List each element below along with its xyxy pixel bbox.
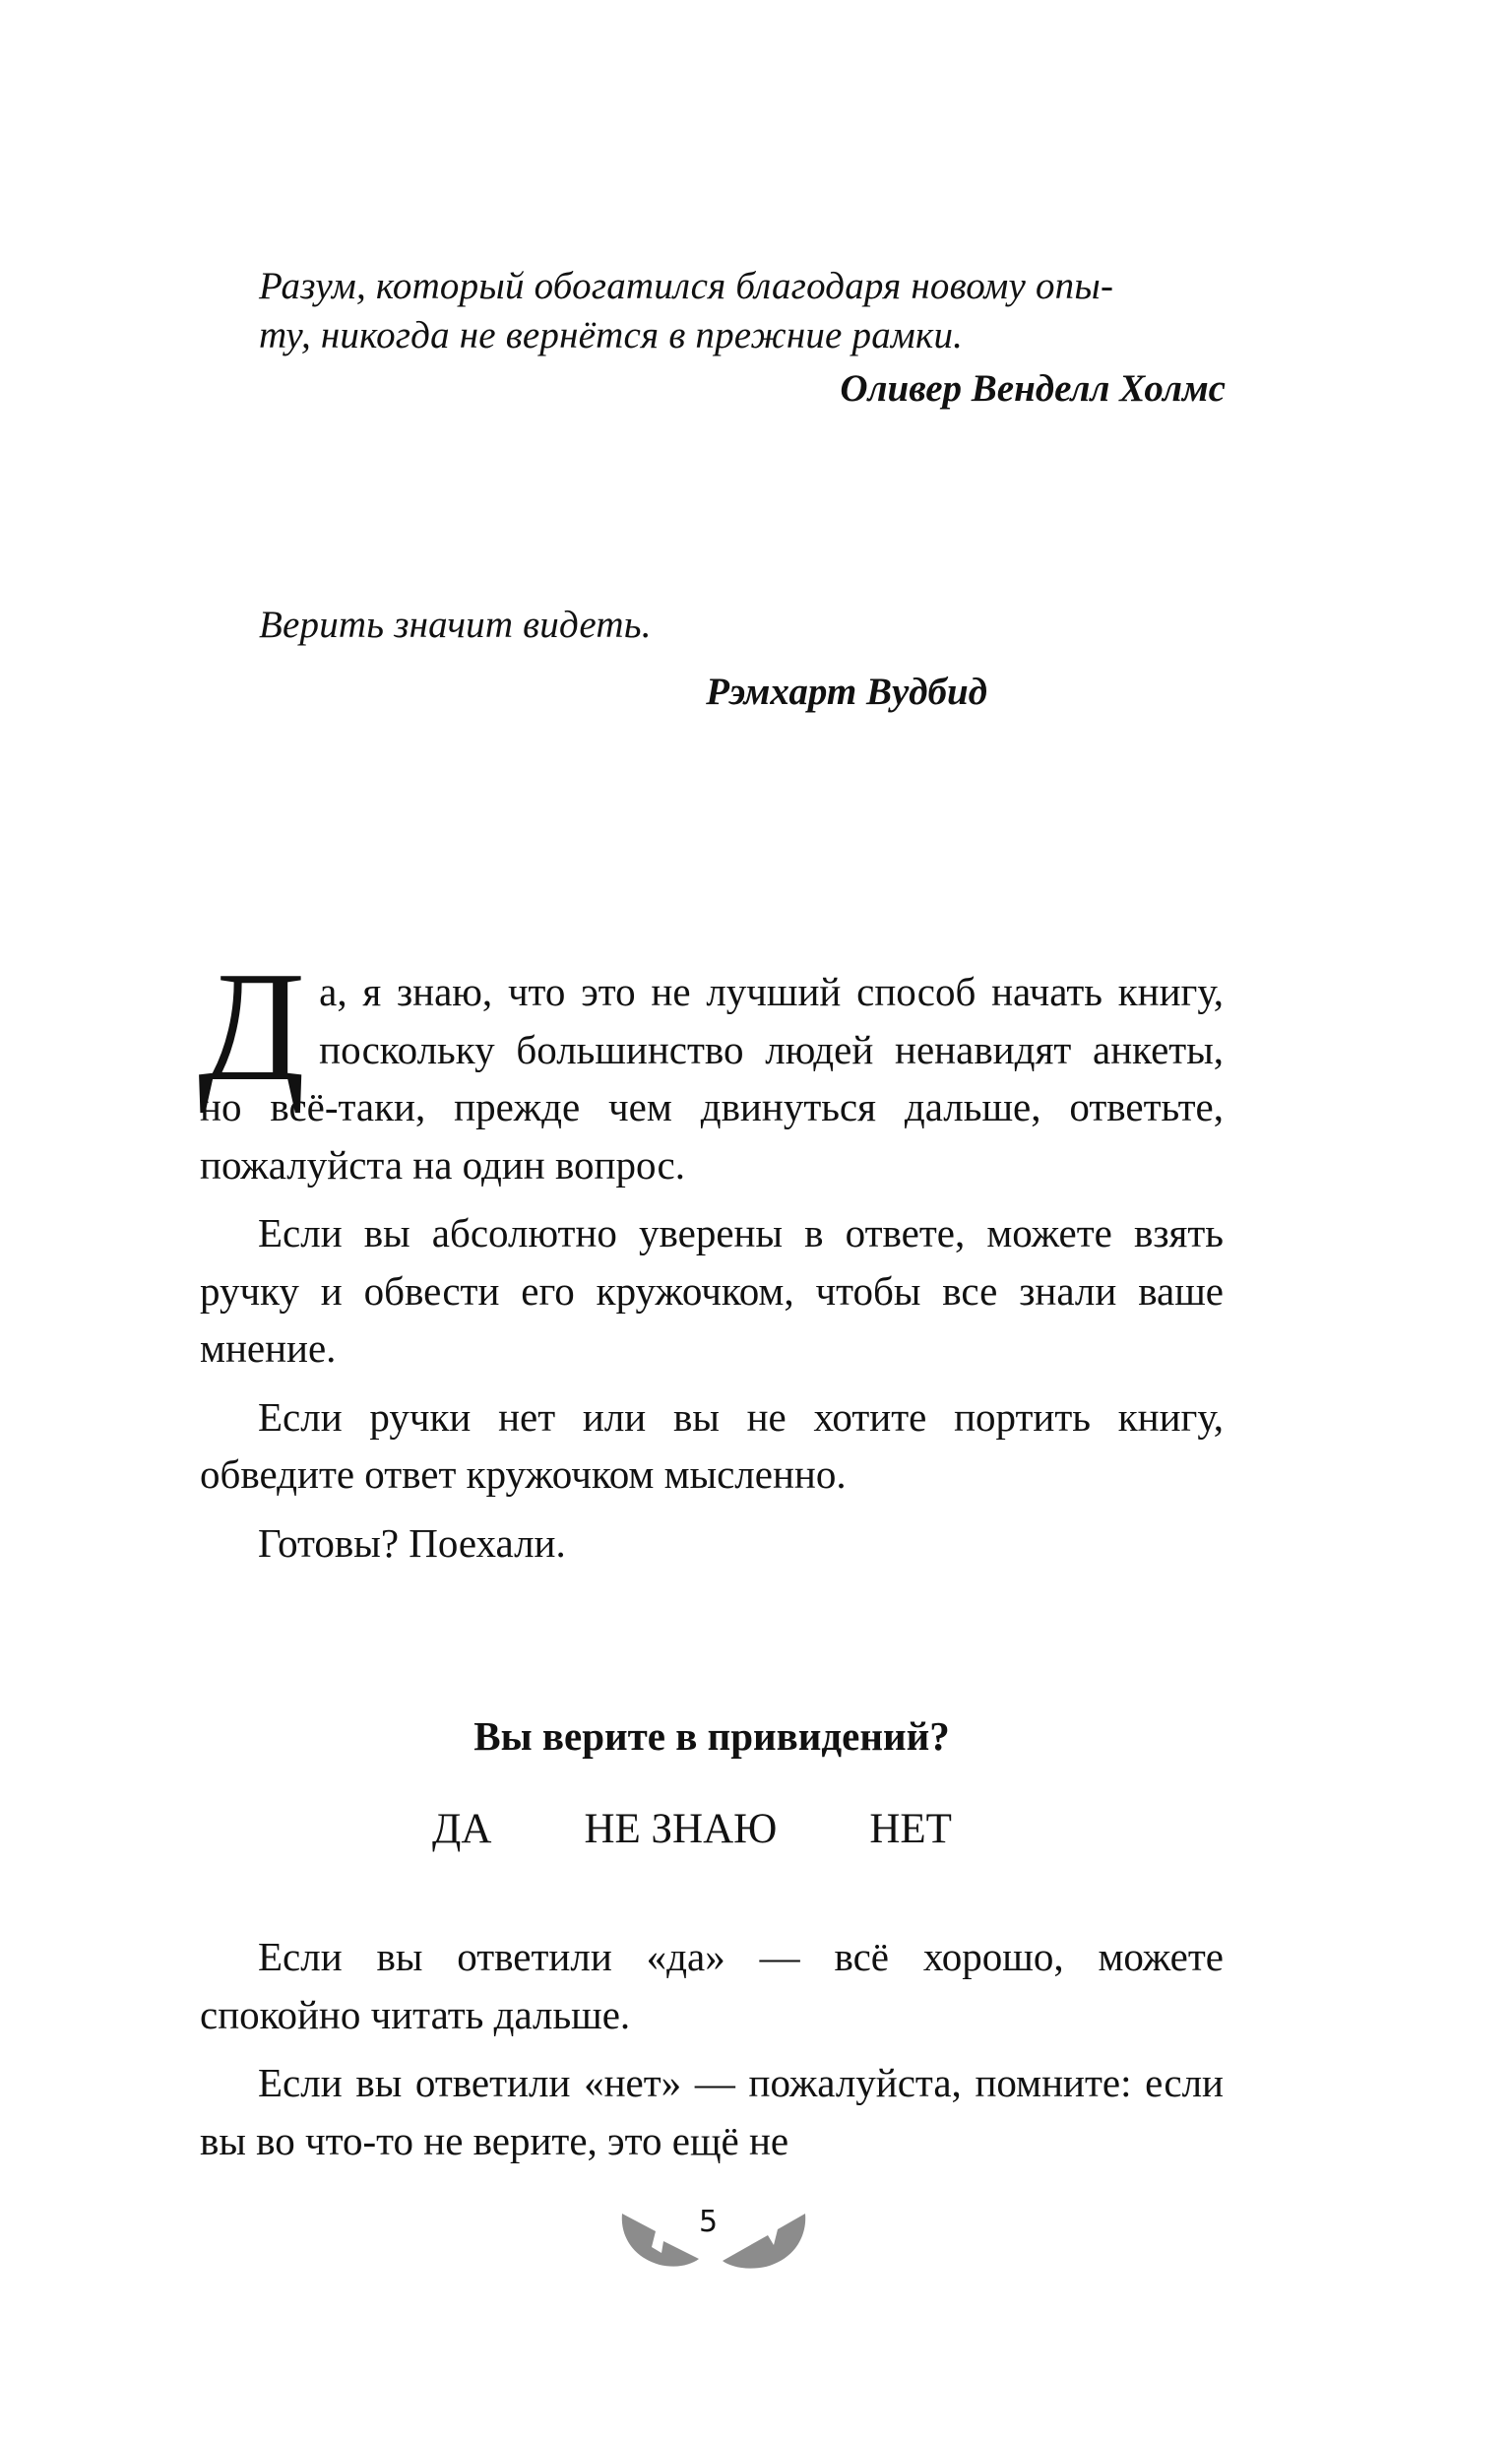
epigraph-holmes: [259, 262, 1226, 414]
paragraph: Если вы ответили «нет» — пожалуйста, помните: если вы во что-то не верите, это ещё не: [200, 2060, 1224, 2163]
epigraph-author: Оливер Венделл Холмс: [840, 367, 1226, 410]
outro-text: [200, 1928, 1224, 2180]
right-eye-icon: [723, 2214, 805, 2269]
epigraph-woodbead: [259, 601, 987, 717]
page-number: 5: [699, 2205, 719, 2239]
paragraph-opening-text: а, я знаю, что это не лучший способ начать книгу, поскольку большинство людей ненавидят анкеты, но всё-таки, прежде чем двинуться дальше, ответьте, пожалуйста на один вопрос.: [200, 969, 1224, 1188]
paragraph-opening: [198, 938, 1224, 1193]
question-title: Вы верите в привидений?: [473, 1713, 950, 1759]
left-eye-icon: [622, 2214, 699, 2267]
epigraph-author: Рэмхарт Вудбид: [706, 671, 987, 713]
option-yes[interactable]: ДА: [432, 1806, 492, 1852]
paragraph: Если вы ответили «да» — всё хорошо, можете спокойно читать дальше.: [200, 1934, 1224, 2037]
intro-text: [198, 938, 1224, 1582]
epigraph-quote-line-2: ту, никогда не вернётся в прежние рамки.: [259, 314, 964, 356]
paragraph: Если ручки нет или вы не хотите портить книгу, обведите ответ кружочком мысленно.: [200, 1393, 1224, 1497]
paragraph: Готовы? Поехали.: [258, 1519, 566, 1566]
paragraph: Если вы абсолютно уверены в ответе, можете взять ручку и обвести его кружочком, чтобы все знали ваше мнение.: [200, 1210, 1224, 1371]
option-no[interactable]: НЕТ: [869, 1806, 952, 1852]
question-block: [200, 1711, 1224, 1857]
option-dont-know[interactable]: НЕ ЗНАЮ: [584, 1806, 778, 1852]
answer-options: [200, 1802, 1224, 1857]
drop-cap: Д: [198, 938, 306, 1114]
page-footer: [620, 2206, 809, 2275]
epigraph-quote: Верить значит видеть.: [259, 604, 652, 646]
epigraph-quote-line-1: Разум, который обогатился благодаря новому опы-: [259, 265, 1114, 307]
epigraph-quote: [259, 262, 1226, 360]
